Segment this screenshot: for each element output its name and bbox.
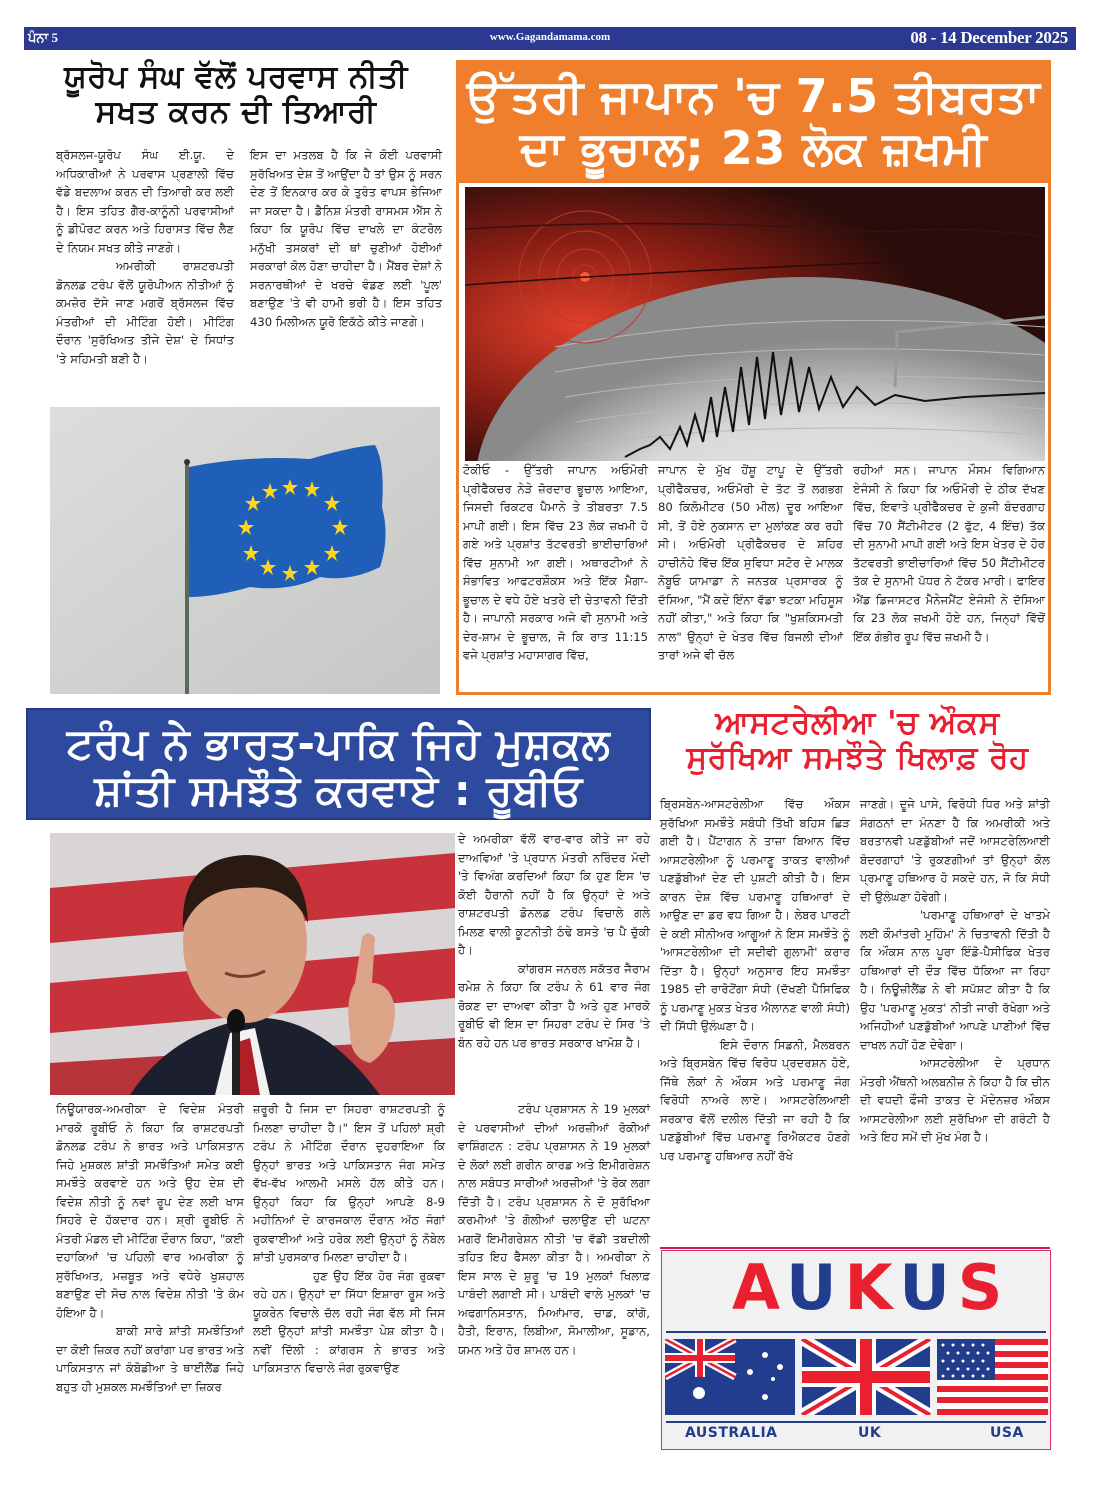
website-link[interactable]: www.Gagandamama.com [489, 31, 611, 43]
issue-date: 08 - 14 December 2025 [910, 28, 1068, 47]
trump-paragraph: ਦੇ ਅਮਰੀਕਾ ਵੱਲੋਂ ਵਾਰ-ਵਾਰ ਕੀਤੇ ਜਾ ਰਹੇ ਦਾਅਵਿਆਂ 'ਤੇ ਪ੍ਰਧਾਨ ਮੰਤਰੀ ਨਰਿੰਦਰ ਮੋਦੀ 'ਤੇ ਵਿਅੰਗ ਕਰਦਿਆਂ ਕਿਹਾ ਕਿ ਹੁਣ ਇਸ 'ਚ ਕੋਈ ਹੈਰਾਨੀ ਨਹੀਂ ਹੈ ਕਿ ਉਨ੍ਹਾਂ ਦੇ ਅਤੇ ਰਾਸ਼ਟਰਪਤੀ ਡੋਨਲਡ ਟਰੰਪ ਵਿਚਾਲੇ ਗਲੇ ਮਿਲਣ ਵਾਲੀ ਕੂਟਨੀਤੀ ਠੰਢੇ ਬਸਤੇ 'ਚ ਪੈ ਚੁੱਕੀ ਹੈ। [458, 832, 650, 957]
japan-paragraph: ਰਹੀਆਂ ਸਨ। ਜਾਪਾਨ ਮੌਸਮ ਵਿਗਿਆਨ ਏਜੰਸੀ ਨੇ ਕਿਹਾ ਕਿ ਅਓਮੋਰੀ ਦੇ ਠੀਕ ਦੱਖਣ ਵਿੱਚ, ਇਵਾਤੇ ਪ੍ਰੀਫੈਕਚਰ ਦੇ ਕੁਜੀ ਬੰਦਰਗਾਹ ਵਿੱਚ 70 ਸੈਂਟੀਮੀਟਰ (2 ਫੁੱਟ, 4 ਇੰਚ) ਤੱਕ ਦੀ ਸੁਨਾਮੀ ਮਾਪੀ ਗਈ ਅਤੇ ਇਸ ਖੇਤਰ ਦੇ ਹੋਰ ਤੱਟਵਰਤੀ ਭਾਈਚਾਰਿਆਂ ਵਿੱਚ 50 ਸੈਂਟੀਮੀਟਰ ਤੱਕ ਦੇ ਸੁਨਾਮੀ ਪੱਧਰ ਨੇ ਟੱਕਰ ਮਾਰੀ। ਫਾਇਰ ਐਂਡ ਡਿਜਾਸਟਰ ਮੈਨੇਜਮੈਂਟ ਏਜੰਸੀ ਨੇ ਦੱਸਿਆ ਕਿ 23 ਲੋਕ ਜ਼ਖਮੀ ਹੋਏ ਹਨ, ਜਿਨ੍ਹਾਂ ਵਿੱਚੋਂ ਇੱਕ ਗੰਭੀਰ ਰੂਪ ਵਿੱਚ ਜ਼ਖਮੀ ਹੈ। [853, 463, 1045, 644]
trump-headline-line2: ਸ਼ਾਂਤੀ ਸਮਝੌਤੇ ਕਰਵਾਏ : ਰੂਬੀਓ [94, 766, 583, 816]
rubio-speaking-illustration [50, 833, 455, 1095]
flagpole [185, 462, 189, 694]
eu-paragraph: ਇਸ ਦਾ ਮਤਲਬ ਹੈ ਕਿ ਜੇ ਕੋਈ ਪਰਵਾਸੀ ਸੁਰੱਖਿਅਤ ਦੇਸ਼ ਤੋਂ ਆਉਂਦਾ ਹੈ ਤਾਂ ਉਸ ਨੂੰ ਸਰਨ ਦੇਣ ਤੋਂ ਇਨਕਾਰ ਕਰ ਕੇ ਤੁਰੰਤ ਵਾਪਸ ਭੇਜਿਆ ਜਾ ਸਕਦਾ ਹੈ। ਡੈਨਿਸ਼ ਮੰਤਰੀ ਰਾਸਮਸ ਐੱਸ ਨੇ ਕਿਹਾ ਕਿ ਯੂਰੋਪ ਵਿੱਚ ਦਾਖਲੇ ਦਾ ਕੰਟਰੋਲ ਮਨੁੱਖੀ ਤਸਕਰਾਂ ਦੀ ਥਾਂ ਚੁਣੀਆਂ ਹੋਈਆਂ ਸਰਕਾਰਾਂ ਕੋਲ ਹੋਣਾ ਚਾਹੀਦਾ ਹੈ। ਮੈਂਬਰ ਦੇਸ਼ਾਂ ਨੇ ਸਰਨਾਰਥੀਆਂ ਦੇ ਖਰਚੇ ਵੰਡਣ ਲਈ 'ਪੂਲ' ਬਣਾਉਣ 'ਤੇ ਵੀ ਹਾਮੀ ਭਰੀ ਹੈ। ਇਸ ਤਹਿਤ 430 ਮਿਲੀਅਨ ਯੂਰੋ ਇਕੱਠੇ ਕੀਤੇ ਜਾਣਗੇ। [250, 148, 442, 329]
label-uk: UK [858, 1425, 882, 1441]
japan-paragraph: ਟੋਕੀਓ - ਉੱਤਰੀ ਜਾਪਾਨ ਅਓਮੋਰੀ ਪ੍ਰੀਫੈਕਚਰ ਨੇੜੇ ਜ਼ੋਰਦਾਰ ਭੂਚਾਲ ਆਇਆ, ਜਿਸਦੀ ਰਿਕਟਰ ਪੈਮਾਨੇ ਤੇ ਤੀਬਰਤਾ 7.5 ਮਾਪੀ ਗਈ। ਇਸ ਵਿੱਚ 23 ਲੋਕ ਜ਼ਖਮੀ ਹੋ ਗਏ ਅਤੇ ਪ੍ਰਸ਼ਾਂਤ ਤੱਟਵਰਤੀ ਭਾਈਚਾਰਿਆਂ ਵਿੱਚ ਸੁਨਾਮੀ ਆ ਗਈ। ਅਥਾਰਟੀਆਂ ਨੇ ਸੰਭਾਵਿਤ ਆਫਟਰਸ਼ੌਕਸ ਅਤੇ ਇੱਕ ਮੈਗਾ-ਭੂਚਾਲ ਦੇ ਵਧੇ ਹੋਏ ਖਤਰੇ ਦੀ ਚੇਤਾਵਨੀ ਦਿੱਤੀ ਹੈ। ਜਾਪਾਨੀ ਸਰਕਾਰ ਅਜੇ ਵੀ ਸੁਨਾਮੀ ਅਤੇ ਦੇਰ-ਸ਼ਾਮ ਦੇ ਭੂਚਾਲ, ਜੋ ਕਿ ਰਾਤ 11:15 ਵਜੇ ਪ੍ਰਸ਼ਾਂਤ ਮਹਾਸਾਗਰ ਵਿੱਚ, [463, 463, 648, 662]
eu-headline [26, 60, 446, 129]
aukus-headline-line2: ਸੁਰੱਖਿਆ ਸਮਝੌਤੇ ਖਿਲਾਫ਼ ਰੋਹ [686, 739, 1029, 776]
masthead-bar [24, 27, 1076, 50]
aukus-headline [660, 706, 1055, 775]
japan-paragraph: ਜਾਪਾਨ ਦੇ ਮੁੱਖ ਹੋਂਸ਼ੂ ਟਾਪੂ ਦੇ ਉੱਤਰੀ ਪ੍ਰੀਫੈਕਚਰ, ਅਓਮੋਰੀ ਦੇ ਤੱਟ ਤੋਂ ਲਗਭਗ 80 ਕਿਲੋਮੀਟਰ (50 ਮੀਲ) ਦੂਰ ਆਇਆ ਸੀ, ਤੋਂ ਹੋਏ ਨੁਕਸਾਨ ਦਾ ਮੁਲਾਂਕਣ ਕਰ ਰਹੀ ਸੀ। ਅਓਮੋਰੀ ਪ੍ਰੀਫੈਕਚਰ ਦੇ ਸ਼ਹਿਰ ਹਾਚੀਨੋਹੇ ਵਿੱਚ ਇੱਕ ਸੁਵਿਧਾ ਸਟੋਰ ਦੇ ਮਾਲਕ ਨੋਬੂਓ ਯਾਮਾਡਾ ਨੇ ਜਨਤਕ ਪ੍ਰਸਾਰਕ ਨੂੰ ਦੱਸਿਆ, "ਮੈਂ ਕਦੇ ਇੰਨਾ ਵੱਡਾ ਝਟਕਾ ਮਹਿਸੂਸ ਨਹੀਂ ਕੀਤਾ," ਅਤੇ ਕਿਹਾ ਕਿ "ਖੁਸ਼ਕਿਸਮਤੀ ਨਾਲ" ਉਨ੍ਹਾਂ ਦੇ ਖੇਤਰ ਵਿੱਚ ਬਿਜਲੀ ਦੀਆਂ ਤਾਰਾਂ ਅਜੇ ਵੀ ਚੱਲ [658, 463, 843, 662]
trump-paragraph: ਹੁਣ ਉਹ ਇੱਕ ਹੋਰ ਜੰਗ ਰੁਕਵਾ ਰਹੇ ਹਨ। ਉਨ੍ਹਾਂ ਦਾ ਸਿੱਧਾ ਇਸ਼ਾਰਾ ਰੂਸ ਅਤੇ ਯੂਕਰੇਨ ਵਿਚਾਲੇ ਚੱਲ ਰਹੀ ਜੰਗ ਵੱਲ ਸੀ ਜਿਸ ਲਈ ਉਨ੍ਹਾਂ ਸ਼ਾਂਤੀ ਸਮਝੌਤਾ ਪੇਸ਼ ਕੀਤਾ ਹੈ। ਨਵੀਂ ਦਿੱਲੀ : ਕਾਂਗਰਸ ਨੇ ਭਾਰਤ ਅਤੇ ਪਾਕਿਸਤਾਨ ਵਿਚਾਲੇ ਜੰਗ ਰੁਕਵਾਉਣ [253, 1268, 445, 1375]
aukus-rule-bottom [666, 1421, 1046, 1423]
section-divider [660, 1247, 1050, 1249]
aukus-paragraph: ਇਸੇ ਦੌਰਾਨ ਸਿਡਨੀ, ਮੈਲਬਰਨ ਅਤੇ ਬ੍ਰਿਸਬੇਨ ਵਿੱਚ ਵਿਰੋਧ ਪ੍ਰਦਰਸ਼ਨ ਹੋਏ, ਜਿੱਥੇ ਲੋਕਾਂ ਨੇ ਔਕਸ ਅਤੇ ਪਰਮਾਣੂ ਜੰਗ ਵਿਰੋਧੀ ਨਾਅਰੇ ਲਾਏ। ਆਸਟਰੇਲਿਆਈ ਸਰਕਾਰ ਵੱਲੋਂ ਦਲੀਲ ਦਿੱਤੀ ਜਾ ਰਹੀ ਹੈ ਕਿ ਪਣਡੁੱਬੀਆਂ ਵਿੱਚ ਪਰਮਾਣੂ ਰਿਐਕਟਰ ਹੋਣਗੇ ਪਰ ਪਰਮਾਣੂ ਹਥਿਆਰ ਨਹੀਂ ਰੱਖੇ [660, 1037, 850, 1163]
aukus-graphic [661, 1250, 1051, 1450]
label-australia: AUSTRALIA [685, 1425, 778, 1441]
rubio-photo [50, 833, 455, 1095]
trump-paragraph: ਜ਼ਰੂਰੀ ਹੈ ਜਿਸ ਦਾ ਸਿਹਰਾ ਰਾਸ਼ਟਰਪਤੀ ਨੂੰ ਮਿਲਣਾ ਚਾਹੀਦਾ ਹੈ।" ਇਸ ਤੋਂ ਪਹਿਲਾਂ ਸ਼੍ਰੀ ਟਰੰਪ ਨੇ ਮੀਟਿੰਗ ਦੌਰਾਨ ਦੁਹਰਾਇਆ ਕਿ ਉਨ੍ਹਾਂ ਭਾਰਤ ਅਤੇ ਪਾਕਿਸਤਾਨ ਜੰਗ ਸਮੇਤ ਵੱਖ-ਵੱਖ ਆਲਮੀ ਮਸਲੇ ਹੱਲ ਕੀਤੇ ਹਨ। ਉਨ੍ਹਾਂ ਕਿਹਾ ਕਿ ਉਨ੍ਹਾਂ ਆਪਣੇ 8-9 ਮਹੀਨਿਆਂ ਦੇ ਕਾਰਜਕਾਲ ਦੌਰਾਨ ਅੱਠ ਜੰਗਾਂ ਰੁਕਵਾਈਆਂ ਅਤੇ ਹਰੇਕ ਲਈ ਉਨ੍ਹਾਂ ਨੂੰ ਨੋਬੇਲ ਸ਼ਾਂਤੀ ਪੁਰਸਕਾਰ ਮਿਲਣਾ ਚਾਹੀਦਾ ਹੈ। [253, 1102, 445, 1264]
trump-paragraph: ਕਾਂਗਰਸ ਜਨਰਲ ਸਕੱਤਰ ਜੈਰਾਮ ਰਮੇਸ਼ ਨੇ ਕਿਹਾ ਕਿ ਟਰੰਪ ਨੇ 61 ਵਾਰ ਜੰਗ ਰੋਕਣ ਦਾ ਦਾਅਵਾ ਕੀਤਾ ਹੈ ਅਤੇ ਹੁਣ ਮਾਰਕੋ ਰੂਬੀਓ ਵੀ ਇਸ ਦਾ ਸਿਹਰਾ ਟਰੰਪ ਦੇ ਸਿਰ 'ਤੇ ਬੰਨ ਰਹੇ ਹਨ ਪਰ ਭਾਰਤ ਸਰਕਾਰ ਖਾਮੋਸ਼ ਹੈ। [458, 961, 650, 1050]
aukus-rule-top [666, 1331, 1046, 1333]
aukus-letter-u2: U [899, 1251, 958, 1324]
eu-paragraph: ਅਮਰੀਕੀ ਰਾਸ਼ਟਰਪਤੀ ਡੋਨਲਡ ਟਰੰਪ ਵੱਲੋਂ ਯੂਰੋਪੀਅਨ ਨੀਤੀਆਂ ਨੂੰ ਕਮਜ਼ੋਰ ਦੱਸੇ ਜਾਣ ਮਗਰੋਂ ਬ੍ਰੱਸਲਜ ਵਿੱਚ ਮੰਤਰੀਆਂ ਦੀ ਮੀਟਿੰਗ ਹੋਈ। ਮੀਟਿੰਗ ਦੌਰਾਨ 'ਸੁਰੱਖਿਅਤ ਤੀਜੇ ਦੇਸ਼' ਦੇ ਸਿਧਾਂਤ 'ਤੇ ਸਹਿਮਤੀ ਬਣੀ ਹੈ। [56, 259, 234, 366]
japan-headline-line2: ਦਾ ਭੂਚਾਲ; 23 ਲੋਕ ਜ਼ਖਮੀ [519, 120, 988, 175]
japan-column-3 [853, 461, 1045, 646]
trump-paragraph: ਟਰੰਪ ਪ੍ਰਸ਼ਾਸਨ ਨੇ 19 ਮੁਲਕਾਂ ਦੇ ਪਰਵਾਸੀਆਂ ਦੀਆਂ ਅਰਜ਼ੀਆਂ ਰੋਕੀਆਂ ਵਾਸ਼ਿੰਗਟਨ : ਟਰੰਪ ਪ੍ਰਸ਼ਾਸਨ ਨੇ 19 ਮੁਲਕਾਂ ਦੇ ਲੋਕਾਂ ਲਈ ਗਰੀਨ ਕਾਰਡ ਅਤੇ ਇਮੀਗਰੇਸ਼ਨ ਨਾਲ ਸਬੰਧਤ ਸਾਰੀਆਂ ਅਰਜ਼ੀਆਂ 'ਤੇ ਰੋਕ ਲਗਾ ਦਿੱਤੀ ਹੈ। ਟਰੰਪ ਪ੍ਰਸ਼ਾਸਨ ਨੇ ਦੋ ਸੁਰੱਖਿਆ ਕਰਮੀਆਂ 'ਤੇ ਗੋਲੀਆਂ ਚਲਾਉਣ ਦੀ ਘਟਨਾ ਮਗਰੋਂ ਇਮੀਗਰੇਸ਼ਨ ਨੀਤੀ 'ਚ ਵੱਡੀ ਤਬਦੀਲੀ ਤਹਿਤ ਇਹ ਫੈਸਲਾ ਕੀਤਾ ਹੈ। ਅਮਰੀਕਾ ਨੇ ਇਸ ਸਾਲ ਦੇ ਸ਼ੁਰੂ 'ਚ 19 ਮੁਲਕਾਂ ਖਿਲਾਫ਼ ਪਾਬੰਦੀ ਲਗਾਈ ਸੀ। ਪਾਬੰਦੀ ਵਾਲੇ ਮੁਲਕਾਂ 'ਚ ਅਫਗਾਨਿਸਤਾਨ, ਮਿਆਂਮਾਰ, ਚਾਡ, ਕਾਂਗੋ, ਹੈਤੀ, ਇਰਾਨ, ਲਿਬੀਆ, ਸੋਮਾਲੀਆ, ਸੂਡਾਨ, ਯਮਨ ਅਤੇ ਹੋਰ ਸ਼ਾਮਲ ਹਨ। [458, 1102, 650, 1357]
aukus-letter-s: S [957, 1251, 1011, 1324]
aukus-letter-u: U [786, 1251, 845, 1324]
eu-column-2 [250, 146, 442, 331]
eu-flag-photo [50, 407, 440, 694]
seismograph-photo [465, 187, 1045, 461]
label-usa: USA [990, 1425, 1024, 1441]
aukus-headline-line1: ਆਸਟਰੇਲੀਆ 'ਚ ਔਕਸ [715, 705, 1000, 741]
aukus-paragraph: 'ਪਰਮਾਣੂ ਹਥਿਆਰਾਂ ਦੇ ਖਾਤਮੇ ਲਈ ਕੌਮਾਂਤਰੀ ਮੁਹਿੰਮ' ਨੇ ਚਿਤਾਵਨੀ ਦਿੱਤੀ ਹੈ ਕਿ ਔਕਸ ਨਾਲ ਪੂਰਾ ਇੰਡੋ-ਪੈਸੀਫਿਕ ਖੇਤਰ ਹਥਿਆਰਾਂ ਦੀ ਦੌੜ ਵਿੱਚ ਧੱਕਿਆ ਜਾ ਰਿਹਾ ਹੈ। ਨਿਊਜ਼ੀਲੈਂਡ ਨੇ ਵੀ ਸਪੱਸ਼ਟ ਕੀਤਾ ਹੈ ਕਿ ਉਹ 'ਪਰਮਾਣੂ ਮੁਕਤ' ਨੀਤੀ ਜਾਰੀ ਰੱਖੇਗਾ ਅਤੇ ਅਜਿਹੀਆਂ ਪਣਡੁੱਬੀਆਂ ਆਪਣੇ ਪਾਣੀਆਂ ਵਿੱਚ ਦਾਖਲ ਨਹੀਂ ਹੋਣ ਦੇਵੇਗਾ। [860, 908, 1050, 1052]
trump-paragraph: ਬਾਕੀ ਸਾਰੇ ਸ਼ਾਂਤੀ ਸਮਝੌਤਿਆਂ ਦਾ ਕੋਈ ਜ਼ਿਕਰ ਨਹੀਂ ਕਰਾਂਗਾ ਪਰ ਭਾਰਤ ਅਤੇ ਪਾਕਿਸਤਾਨ ਜਾਂ ਕੰਬੋਡੀਆ ਤੇ ਥਾਈਲੈਂਡ ਜਿਹੇ ਬਹੁਤ ਹੀ ਮੁਸ਼ਕਲ ਸਮਝੌਤਿਆਂ ਦਾ ਜ਼ਿਕਰ [56, 1324, 244, 1394]
aukus-paragraph: ਜਾਣਗੇ। ਦੂਜੇ ਪਾਸੇ, ਵਿਰੋਧੀ ਧਿਰ ਅਤੇ ਸ਼ਾਂਤੀ ਸੰਗਠਨਾਂ ਦਾ ਮੰਨਣਾ ਹੈ ਕਿ ਅਮਰੀਕੀ ਅਤੇ ਬਰਤਾਨਵੀ ਪਣਡੁੱਬੀਆਂ ਜਦੋਂ ਆਸਟਰੇਲਿਆਈ ਬੰਦਰਗਾਹਾਂ 'ਤੇ ਰੁਕਣਗੀਆਂ ਤਾਂ ਉਨ੍ਹਾਂ ਕੋਲ ਪ੍ਰਮਾਣੂ ਹਥਿਆਰ ਹੋ ਸਕਦੇ ਹਨ, ਜੋ ਕਿ ਸੰਧੀ ਦੀ ਉਲੰਘਣਾ ਹੋਵੇਗੀ। [860, 797, 1050, 904]
eu-headline-line2: ਸਖਤ ਕਰਨ ਦੀ ਤਿਆਰੀ [95, 93, 377, 130]
trump-headline-line1: ਟਰੰਪ ਨੇ ਭਾਰਤ-ਪਾਕਿ ਜਿਹੇ ਮੁਸ਼ਕਲ [66, 719, 611, 768]
eu-column-1 [56, 146, 234, 368]
uk-flag-icon [802, 1339, 930, 1415]
aukus-column-1 [660, 795, 850, 1165]
aukus-letter-k: K [844, 1251, 900, 1324]
trump-headline [28, 720, 649, 814]
trump-column-2 [253, 1100, 445, 1378]
aukus-letter-a: A [732, 1251, 787, 1324]
japan-column-2 [658, 461, 843, 665]
aukus-column-2 [860, 795, 1050, 1147]
aukus-paragraph: ਆਸਟਰੇਲੀਆ ਦੇ ਪ੍ਰਧਾਨ ਮੰਤਰੀ ਐਂਥਨੀ ਅਲਬਨੀਜ਼ ਨੇ ਕਿਹਾ ਹੈ ਕਿ ਚੀਨ ਦੀ ਵਧਦੀ ਫੌਜੀ ਤਾਕਤ ਦੇ ਮੱਦੇਨਜ਼ਰ ਔਕਸ ਆਸਟਰੇਲੀਆ ਲਈ ਸੁਰੱਖਿਆ ਦੀ ਗਰੰਟੀ ਹੈ ਅਤੇ ਇਹ ਸਮੇਂ ਦੀ ਮੁੱਖ ਮੰਗ ਹੈ। [860, 1056, 1050, 1144]
aukus-flags [665, 1339, 1048, 1415]
eu-flag-illustration [50, 407, 440, 694]
australia-flag-icon [665, 1339, 795, 1415]
japan-column-1 [463, 461, 648, 665]
trump-headline-banner [26, 708, 651, 820]
trump-column-3 [458, 1100, 650, 1359]
aukus-paragraph: ਬ੍ਰਿਸਬੇਨ-ਆਸਟਰੇਲੀਆ ਵਿੱਚ ਔਕਸ ਸੁਰੱਖਿਆ ਸਮਝੌਤੇ ਸਬੰਧੀ ਤਿੱਖੀ ਬਹਿਸ ਛਿੜ ਗਈ ਹੈ। ਪੈਂਟਾਗਨ ਨੇ ਤਾਜ਼ਾ ਬਿਆਨ ਵਿੱਚ ਆਸਟਰੇਲੀਆ ਨੂੰ ਪਰਮਾਣੂ ਤਾਕਤ ਵਾਲੀਆਂ ਪਣਡੁੱਬੀਆਂ ਦੇਣ ਦੀ ਪੁਸ਼ਟੀ ਕੀਤੀ ਹੈ। ਇਸ ਕਾਰਨ ਦੇਸ਼ ਵਿੱਚ ਪਰਮਾਣੂ ਹਥਿਆਰਾਂ ਦੇ ਆਉਣ ਦਾ ਡਰ ਵਧ ਗਿਆ ਹੈ। ਲੇਬਰ ਪਾਰਟੀ ਦੇ ਕਈ ਸੀਨੀਅਰ ਆਗੂਆਂ ਨੇ ਇਸ ਸਮਝੌਤੇ ਨੂੰ 'ਆਸਟਰੇਲੀਆ ਦੀ ਸਦੀਵੀ ਗੁਲਾਮੀ' ਕਰਾਰ ਦਿੱਤਾ ਹੈ। ਉਨ੍ਹਾਂ ਅਨੁਸਾਰ ਇਹ ਸਮਝੌਤਾ 1985 ਦੀ ਰਾਰੋਟੋਂਗਾ ਸੰਧੀ (ਦੱਖਣੀ ਪੈਸਿਫਿਕ ਨੂੰ ਪਰਮਾਣੂ ਮੁਕਤ ਖੇਤਰ ਐਲਾਨਣ ਵਾਲੀ ਸੰਧੀ) ਦੀ ਸਿੱਧੀ ਉਲੰਘਣਾ ਹੈ। [660, 797, 850, 1033]
aukus-title [732, 1253, 1050, 1323]
microphone [232, 1023, 240, 1095]
usa-flag-icon [937, 1339, 1048, 1415]
seismograph-illustration [465, 187, 1045, 461]
trump-column-top [458, 830, 650, 1052]
japan-headline [459, 71, 1048, 174]
japan-headline-banner [459, 63, 1048, 183]
page-number: ਪੰਨਾ 5 [28, 30, 58, 45]
trump-paragraph: ਨਿਊਯਾਰਕ-ਅਮਰੀਕਾ ਦੇ ਵਿਦੇਸ਼ ਮੰਤਰੀ ਮਾਰਕੋ ਰੂਬੀਓ ਨੇ ਕਿਹਾ ਕਿ ਰਾਸ਼ਟਰਪਤੀ ਡੋਨਲਡ ਟਰੰਪ ਨੇ ਭਾਰਤ ਅਤੇ ਪਾਕਿਸਤਾਨ ਜਿਹੇ ਮੁਸ਼ਕਲ ਸ਼ਾਂਤੀ ਸਮਝੌਤਿਆਂ ਸਮੇਤ ਕਈ ਸਮਝੌਤੇ ਕਰਵਾਏ ਹਨ ਅਤੇ ਉਹ ਦੇਸ਼ ਦੀ ਵਿਦੇਸ਼ ਨੀਤੀ ਨੂੰ ਨਵਾਂ ਰੂਪ ਦੇਣ ਲਈ ਖਾਸ ਸਿਹਰੇ ਦੇ ਹੱਕਦਾਰ ਹਨ। ਸ਼੍ਰੀ ਰੂਬੀਓ ਨੇ ਮੰਤਰੀ ਮੰਡਲ ਦੀ ਮੀਟਿੰਗ ਦੌਰਾਨ ਕਿਹਾ, "ਕਈ ਦਹਾਕਿਆਂ 'ਚ ਪਹਿਲੀ ਵਾਰ ਅਮਰੀਕਾ ਨੂੰ ਸੁਰੱਖਿਅਤ, ਮਜ਼ਬੂਤ ਅਤੇ ਵਧੇਰੇ ਖੁਸ਼ਹਾਲ ਬਣਾਉਣ ਦੀ ਸੋਚ ਨਾਲ ਵਿਦੇਸ਼ ਨੀਤੀ 'ਤੇ ਕੰਮ ਹੋਇਆ ਹੈ। [56, 1102, 244, 1320]
eu-headline-line1: ਯੂਰੋਪ ਸੰਘ ਵੱਲੋਂ ਪਰਵਾਸ ਨੀਤੀ [64, 59, 408, 95]
eu-paragraph: ਬ੍ਰੱਸਲਜ-ਯੂਰੋਪ ਸੰਘ ਈ.ਯੂ. ਦੇ ਅਧਿਕਾਰੀਆਂ ਨੇ ਪਰਵਾਸ ਪ੍ਰਣਾਲੀ ਵਿੱਚ ਵੱਡੇ ਬਦਲਾਅ ਕਰਨ ਦੀ ਤਿਆਰੀ ਕਰ ਲਈ ਹੈ। ਇਸ ਤਹਿਤ ਗੈਰ-ਕਾਨੂੰਨੀ ਪਰਵਾਸੀਆਂ ਨੂੰ ਡੀਪੋਰਟ ਕਰਨ ਅਤੇ ਹਿਰਾਸਤ ਵਿੱਚ ਲੈਣ ਦੇ ਨਿਯਮ ਸਖਤ ਕੀਤੇ ਜਾਣਗੇ। [56, 148, 234, 255]
japan-headline-line1: ਉੱਤਰੀ ਜਾਪਾਨ 'ਚ 7.5 ਤੀਬਰਤਾ [466, 69, 1041, 123]
trump-column-1 [56, 1100, 244, 1396]
